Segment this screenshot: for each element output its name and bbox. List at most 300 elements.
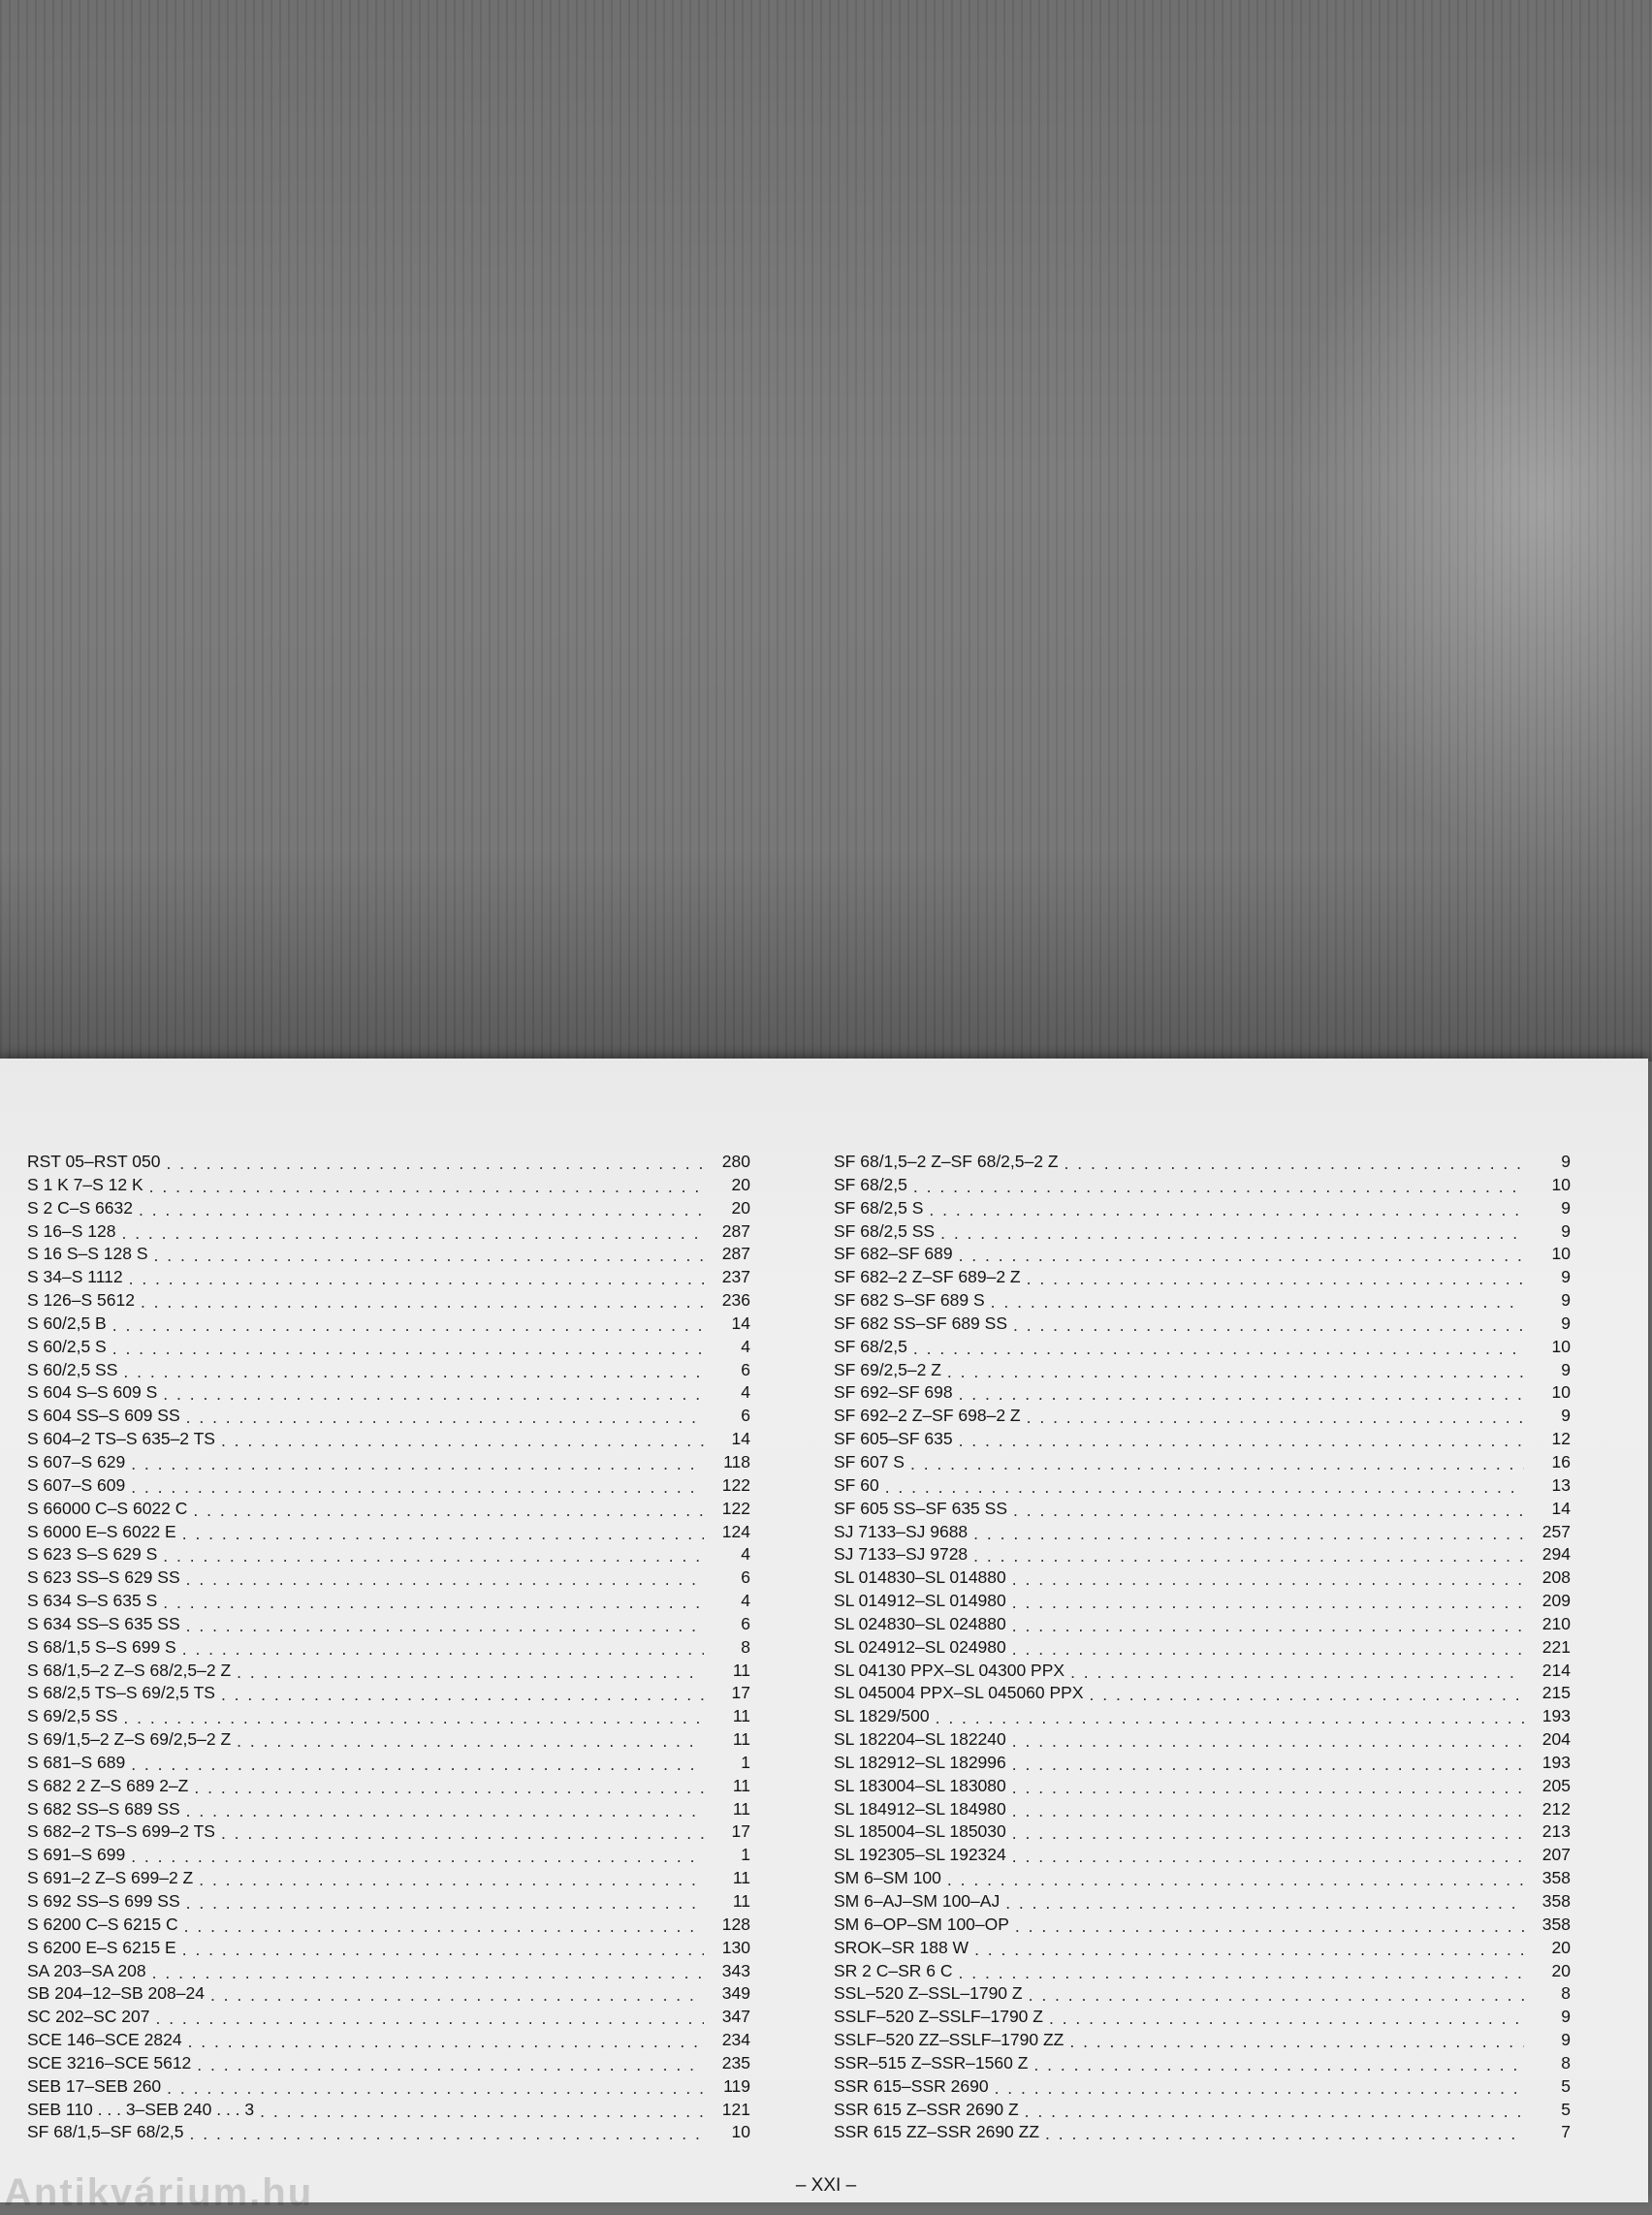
entry-designation: SCE 146–SCE 2824: [27, 2030, 182, 2050]
index-entry: [834, 1544, 1571, 1567]
entry-page-number: 119: [723, 2075, 750, 2096]
dot-leader: [1025, 2102, 1524, 2119]
entry-page-number: 235: [721, 2052, 750, 2073]
entry-page-number: 17: [731, 1683, 750, 1703]
entry-designation: S 16–S 128: [27, 1220, 116, 1241]
entry-designation: SF 682–2 Z–SF 689–2 Z: [834, 1267, 1021, 1287]
index-column-left: [27, 1152, 750, 2145]
entry-designation: SF 69/2,5–2 Z: [834, 1359, 941, 1379]
dot-leader: [129, 1269, 704, 1286]
dot-leader: [1005, 1893, 1524, 1911]
index-entry: [834, 1891, 1571, 1914]
index-entry: [834, 1221, 1571, 1245]
entry-designation: S 691–S 699: [27, 1845, 126, 1865]
entry-designation: S 34–S 1112: [27, 1267, 123, 1287]
index-entry: [834, 1267, 1571, 1290]
entry-designation: S 16 S–S 128 S: [27, 1244, 148, 1264]
entry-designation: SM 6–SM 100: [834, 1868, 941, 1888]
entry-page-number: 257: [1541, 1521, 1571, 1541]
index-entry: [834, 1382, 1571, 1406]
index-entry: [834, 1337, 1571, 1360]
entry-designation: SL 1829/500: [834, 1706, 930, 1726]
dot-leader: [959, 1246, 1524, 1263]
entry-designation: S 6200 E–S 6215 E: [27, 1937, 176, 1957]
dot-leader: [1012, 1731, 1524, 1749]
index-entry: [27, 1244, 750, 1267]
entry-page-number: 208: [1541, 1567, 1571, 1588]
entry-designation: SF 692–SF 698: [834, 1382, 953, 1403]
entry-page-number: 209: [1541, 1591, 1571, 1611]
entry-page-number: 9: [1561, 1406, 1571, 1426]
entry-designation: S 6000 E–S 6022 E: [27, 1521, 176, 1541]
dot-leader: [131, 1477, 704, 1495]
entry-page-number: 11: [732, 1775, 750, 1795]
dot-leader: [112, 1339, 704, 1356]
entry-designation: SSLF–520 ZZ–SSLF–1790 ZZ: [834, 2030, 1064, 2050]
dot-leader: [260, 2102, 704, 2119]
index-entry: [834, 1661, 1571, 1684]
index-entry: [834, 1868, 1571, 1891]
entry-page-number: 5: [1561, 2075, 1571, 2096]
dot-leader: [1090, 1685, 1524, 1702]
dot-leader: [1015, 1916, 1524, 1934]
entry-page-number: 9: [1561, 2030, 1571, 2050]
dot-leader: [186, 1801, 704, 1819]
dot-leader: [121, 1223, 704, 1241]
dot-leader: [163, 1384, 704, 1402]
entry-page-number: 358: [1541, 1891, 1571, 1911]
entry-designation: SL 192305–SL 192324: [834, 1845, 1006, 1865]
dot-leader: [991, 1292, 1524, 1310]
dot-leader: [959, 1431, 1524, 1448]
dot-leader: [959, 1384, 1524, 1402]
index-entry: [834, 1729, 1571, 1753]
index-entry: [834, 2100, 1571, 2123]
entry-page-number: 349: [721, 1983, 750, 2004]
entry-designation: S 692 SS–S 699 SS: [27, 1891, 180, 1911]
entry-page-number: 8: [1561, 1983, 1571, 2004]
dot-leader: [973, 1524, 1524, 1541]
entry-page-number: 13: [1551, 1474, 1571, 1495]
entry-designation: SL 045004 PPX–SL 045060 PPX: [834, 1683, 1084, 1703]
index-entry: [27, 1983, 750, 2007]
dot-leader: [1070, 1662, 1524, 1680]
entry-page-number: 9: [1561, 1267, 1571, 1287]
dot-leader: [1013, 1501, 1524, 1518]
entry-page-number: 9: [1561, 1152, 1571, 1171]
index-entry: [834, 1198, 1571, 1221]
entry-designation: SF 68/1,5–2 Z–SF 68/2,5–2 Z: [834, 1152, 1059, 1171]
dot-leader: [910, 1454, 1524, 1471]
index-entry: [834, 1637, 1571, 1661]
dot-leader: [131, 1847, 704, 1864]
entry-page-number: 1: [741, 1752, 750, 1772]
entry-page-number: 287: [721, 1244, 750, 1264]
entry-designation: S 126–S 5612: [27, 1290, 135, 1311]
entry-page-number: 358: [1541, 1914, 1571, 1934]
entry-designation: S 682 SS–S 689 SS: [27, 1798, 180, 1819]
dot-leader: [149, 1177, 704, 1194]
dot-leader: [1012, 1847, 1524, 1864]
entry-designation: SL 024912–SL 024980: [834, 1636, 1006, 1657]
entry-page-number: 9: [1561, 1220, 1571, 1241]
entry-designation: S 681–S 689: [27, 1752, 126, 1772]
index-entry: [27, 1729, 750, 1753]
entry-designation: S 68/1,5 S–S 699 S: [27, 1636, 176, 1657]
entry-page-number: 8: [741, 1636, 750, 1657]
entry-page-number: 11: [732, 1729, 750, 1750]
entry-designation: S 6200 C–S 6215 C: [27, 1914, 178, 1934]
entry-designation: SF 60: [834, 1474, 879, 1495]
index-page: [0, 1059, 1648, 2202]
index-entry: [27, 2053, 750, 2076]
entry-designation: S 69/2,5 SS: [27, 1706, 118, 1726]
dot-leader: [131, 1454, 704, 1471]
entry-page-number: 215: [1541, 1683, 1571, 1703]
index-entry: [27, 1475, 750, 1499]
index-entry: [27, 1267, 750, 1290]
entry-page-number: 10: [1551, 1174, 1571, 1194]
entry-designation: S 604 SS–S 609 SS: [27, 1406, 180, 1426]
entry-page-number: 124: [721, 1521, 750, 1541]
dot-leader: [1045, 2124, 1524, 2141]
dot-leader: [929, 1200, 1524, 1218]
index-entry: [834, 1152, 1571, 1175]
entry-page-number: 193: [1541, 1752, 1571, 1772]
index-entry: [834, 1706, 1571, 1729]
entry-page-number: 14: [1551, 1498, 1571, 1518]
index-entry: [834, 1753, 1571, 1776]
entry-designation: SF 68/1,5–SF 68/2,5: [27, 2122, 184, 2142]
entry-page-number: 205: [1541, 1775, 1571, 1795]
entry-page-number: 6: [741, 1359, 750, 1379]
entry-designation: SF 605 SS–SF 635 SS: [834, 1498, 1007, 1518]
entry-designation: SF 682 SS–SF 689 SS: [834, 1313, 1007, 1333]
entry-designation: SM 6–OP–SM 100–OP: [834, 1914, 1009, 1934]
index-entry: [27, 2122, 750, 2145]
entry-page-number: 9: [1561, 1197, 1571, 1218]
entry-designation: S 2 C–S 6632: [27, 1197, 133, 1218]
dot-leader: [995, 2078, 1524, 2096]
entry-designation: SA 203–SA 208: [27, 1960, 146, 1980]
index-entry: [27, 1961, 750, 1984]
entry-designation: SF 682 S–SF 689 S: [834, 1290, 985, 1311]
dot-leader: [182, 1524, 704, 1541]
index-entry: [834, 1429, 1571, 1452]
dot-leader: [1064, 1154, 1524, 1171]
dot-leader: [123, 1362, 704, 1379]
index-entry: [27, 1776, 750, 1799]
entry-designation: SL 185004–SL 185030: [834, 1821, 1006, 1842]
dot-leader: [167, 1154, 705, 1171]
dot-leader: [182, 1639, 704, 1657]
dot-leader: [885, 1477, 1524, 1495]
entry-page-number: 8: [1561, 2052, 1571, 2073]
entry-page-number: 130: [721, 1937, 750, 1957]
dot-leader: [237, 1662, 704, 1680]
dot-leader: [112, 1315, 704, 1333]
dot-leader: [959, 1963, 1524, 1980]
entry-designation: SF 692–2 Z–SF 698–2 Z: [834, 1406, 1021, 1426]
entry-page-number: 6: [741, 1613, 750, 1633]
index-entry: [27, 1221, 750, 1245]
index-entry: [834, 1614, 1571, 1637]
index-entry: [27, 1290, 750, 1313]
entry-page-number: 214: [1541, 1660, 1571, 1680]
dot-leader: [188, 2032, 704, 2049]
entry-page-number: 236: [721, 1290, 750, 1311]
index-entry: [834, 1845, 1571, 1868]
index-entry: [27, 1313, 750, 1337]
entry-designation: SL 183004–SL 183080: [834, 1775, 1006, 1795]
index-entry: [834, 1475, 1571, 1499]
entry-page-number: 4: [741, 1336, 750, 1356]
entry-page-number: 287: [721, 1220, 750, 1241]
dot-leader: [182, 1940, 704, 1957]
index-entry: [834, 2122, 1571, 2145]
entry-designation: SF 682–SF 689: [834, 1244, 953, 1264]
dot-leader: [1012, 1778, 1524, 1795]
index-entry: [27, 2007, 750, 2030]
dot-leader: [221, 1431, 704, 1448]
entry-designation: SM 6–AJ–SM 100–AJ: [834, 1891, 1001, 1911]
index-entry: [27, 1152, 750, 1175]
dot-leader: [186, 1893, 704, 1911]
entry-designation: SEB 17–SEB 260: [27, 2075, 162, 2096]
entry-page-number: 20: [1551, 1937, 1571, 1957]
entry-designation: SSR 615 ZZ–SSR 2690 ZZ: [834, 2122, 1040, 2142]
index-entry: [27, 1753, 750, 1776]
entry-designation: SSR–515 Z–SSR–1560 Z: [834, 2052, 1029, 2073]
entry-designation: SF 68/2,5 SS: [834, 1220, 936, 1241]
watermark: Antikvárium.hu: [4, 2171, 314, 2214]
entry-designation: SL 182912–SL 182996: [834, 1752, 1006, 1772]
index-entry: [27, 1360, 750, 1383]
entry-page-number: 204: [1541, 1729, 1571, 1750]
entry-designation: SF 68/2,5: [834, 1336, 907, 1356]
entry-designation: S 604–2 TS–S 635–2 TS: [27, 1429, 215, 1449]
index-entry: [27, 1891, 750, 1914]
entry-designation: SJ 7133–SJ 9688: [834, 1521, 969, 1541]
entry-page-number: 212: [1541, 1798, 1571, 1819]
entry-designation: S 607–S 629: [27, 1451, 126, 1471]
entry-page-number: 221: [1541, 1636, 1571, 1657]
index-entry: [834, 1522, 1571, 1545]
dot-leader: [1033, 2055, 1524, 2073]
entry-page-number: 1: [741, 1845, 750, 1865]
entry-designation: SJ 7133–SJ 9728: [834, 1544, 969, 1565]
entry-page-number: 10: [731, 2122, 750, 2142]
dot-leader: [974, 1940, 1524, 1957]
dot-leader: [167, 2078, 704, 2096]
entry-designation: SSR 615–SSR 2690: [834, 2075, 989, 2096]
dot-leader: [197, 2055, 704, 2073]
entry-designation: SSLF–520 Z–SSLF–1790 Z: [834, 2007, 1043, 2027]
entry-page-number: 17: [731, 1821, 750, 1842]
dot-leader: [139, 1200, 704, 1218]
entry-designation: SSL–520 Z–SSL–1790 Z: [834, 1983, 1023, 2004]
index-entry: [27, 1452, 750, 1475]
index-entry: [27, 1522, 750, 1545]
entry-page-number: 213: [1541, 1821, 1571, 1842]
entry-page-number: 20: [731, 1197, 750, 1218]
entry-page-number: 11: [732, 1798, 750, 1819]
dot-leader: [1012, 1639, 1524, 1657]
index-entry: [27, 1868, 750, 1891]
dot-leader: [973, 1546, 1524, 1564]
dot-leader: [1012, 1823, 1524, 1841]
entry-designation: SF 607 S: [834, 1451, 905, 1471]
dot-leader: [199, 1870, 704, 1887]
dot-leader: [936, 1708, 1524, 1725]
entry-designation: S 66000 C–S 6022 C: [27, 1498, 188, 1518]
entry-designation: S 682 2 Z–S 689 2–Z: [27, 1775, 189, 1795]
entry-page-number: 9: [1561, 1359, 1571, 1379]
index-entry: [27, 1567, 750, 1591]
entry-page-number: 234: [721, 2030, 750, 2050]
dot-leader: [141, 1292, 704, 1310]
index-entry: [834, 1244, 1571, 1267]
index-entry: [834, 1313, 1571, 1337]
dot-leader: [1012, 1755, 1524, 1772]
entry-designation: S 634 S–S 635 S: [27, 1591, 158, 1611]
index-entry: [27, 1637, 750, 1661]
dot-leader: [1013, 1315, 1524, 1333]
dot-leader: [186, 1408, 704, 1425]
entry-page-number: 12: [1551, 1429, 1571, 1449]
entry-page-number: 14: [731, 1313, 750, 1333]
index-entry: [27, 1821, 750, 1845]
dot-leader: [1029, 1985, 1524, 2003]
dot-leader: [940, 1223, 1524, 1241]
index-entry: [27, 2076, 750, 2100]
entry-designation: SC 202–SC 207: [27, 2007, 150, 2027]
index-entry: [27, 1198, 750, 1221]
index-entry: [27, 1938, 750, 1961]
index-entry: [834, 1290, 1571, 1313]
entry-page-number: 294: [1541, 1544, 1571, 1565]
entry-designation: SL 184912–SL 184980: [834, 1798, 1006, 1819]
dot-leader: [1027, 1408, 1524, 1425]
index-entry: [834, 1567, 1571, 1591]
dot-leader: [186, 1569, 704, 1587]
dot-leader: [221, 1823, 704, 1841]
entry-designation: S 623 S–S 629 S: [27, 1544, 158, 1565]
entry-designation: S 623 SS–S 629 SS: [27, 1567, 180, 1588]
dot-leader: [1012, 1801, 1524, 1819]
index-entry: [834, 1799, 1571, 1822]
entry-page-number: 10: [1551, 1336, 1571, 1356]
entry-designation: S 607–S 609: [27, 1474, 126, 1495]
index-entry: [834, 1821, 1571, 1845]
entry-designation: S 68/2,5 TS–S 69/2,5 TS: [27, 1683, 215, 1703]
entry-page-number: 20: [731, 1174, 750, 1194]
entry-designation: SCE 3216–SCE 5612: [27, 2052, 192, 2073]
entry-designation: RST 05–RST 050: [27, 1152, 161, 1171]
dot-leader: [194, 1778, 704, 1795]
entry-page-number: 20: [1551, 1960, 1571, 1980]
entry-designation: S 60/2,5 B: [27, 1313, 107, 1333]
entry-page-number: 9: [1561, 1290, 1571, 1311]
entry-page-number: 5: [1561, 2099, 1571, 2119]
index-entry: [834, 1452, 1571, 1475]
entry-page-number: 4: [741, 1382, 750, 1403]
entry-designation: S 604 S–S 609 S: [27, 1382, 158, 1403]
entry-designation: SR 2 C–SR 6 C: [834, 1960, 953, 1980]
entry-designation: SF 68/2,5 S: [834, 1197, 924, 1218]
dot-leader: [1012, 1593, 1524, 1610]
entry-page-number: 347: [721, 2007, 750, 2027]
entry-page-number: 358: [1541, 1868, 1571, 1888]
dot-leader: [155, 2009, 704, 2026]
index-entry: [27, 1614, 750, 1637]
entry-designation: S 69/1,5–2 Z–S 69/2,5–2 Z: [27, 1729, 232, 1750]
entry-page-number: 9: [1561, 1313, 1571, 1333]
dot-leader: [947, 1870, 1524, 1887]
index-entry: [27, 1382, 750, 1406]
entry-designation: S 68/1,5–2 Z–S 68/2,5–2 Z: [27, 1660, 232, 1680]
index-column-right: [834, 1152, 1571, 2145]
dot-leader: [154, 1246, 704, 1263]
dot-leader: [190, 2124, 705, 2141]
dot-leader: [237, 1731, 704, 1749]
entry-page-number: 280: [721, 1152, 750, 1171]
entry-designation: SL 014830–SL 014880: [834, 1567, 1006, 1588]
index-entry: [834, 2007, 1571, 2030]
entry-page-number: 9: [1561, 2007, 1571, 2027]
index-entry: [834, 2076, 1571, 2100]
dot-leader: [913, 1177, 1524, 1194]
entry-page-number: 118: [723, 1451, 750, 1471]
entry-page-number: 237: [721, 1267, 750, 1287]
entry-page-number: 11: [732, 1660, 750, 1680]
index-entry: [27, 1406, 750, 1429]
entry-page-number: 343: [721, 1960, 750, 1980]
index-entry: [834, 1776, 1571, 1799]
entry-designation: SF 68/2,5: [834, 1174, 907, 1194]
entry-page-number: 6: [741, 1406, 750, 1426]
entry-page-number: 11: [732, 1706, 750, 1726]
dot-leader: [123, 1708, 704, 1725]
index-entry: [834, 1938, 1571, 1961]
index-entry: [27, 1706, 750, 1729]
index-entry: [27, 1683, 750, 1706]
index-entry: [27, 2030, 750, 2053]
index-entry: [27, 1175, 750, 1198]
index-entry: [27, 1661, 750, 1684]
index-entry: [27, 2100, 750, 2123]
index-entry: [834, 2053, 1571, 2076]
entry-designation: SROK–SR 188 W: [834, 1937, 969, 1957]
entry-designation: S 1 K 7–S 12 K: [27, 1174, 143, 1194]
entry-page-number: 10: [1551, 1382, 1571, 1403]
desk-background: [0, 0, 1652, 1061]
entry-page-number: 122: [721, 1498, 750, 1518]
dot-leader: [221, 1685, 704, 1702]
entry-designation: SSR 615 Z–SSR 2690 Z: [834, 2099, 1019, 2119]
entry-page-number: 4: [741, 1544, 750, 1565]
index-entry: [27, 1914, 750, 1938]
entry-designation: SL 014912–SL 014980: [834, 1591, 1006, 1611]
index-entry: [27, 1337, 750, 1360]
entry-designation: S 60/2,5 S: [27, 1336, 107, 1356]
entry-designation: S 634 SS–S 635 SS: [27, 1613, 180, 1633]
dot-leader: [193, 1501, 704, 1518]
index-entry: [27, 1499, 750, 1522]
dot-leader: [186, 1616, 704, 1633]
index-entry: [27, 1429, 750, 1452]
entry-page-number: 122: [721, 1474, 750, 1495]
